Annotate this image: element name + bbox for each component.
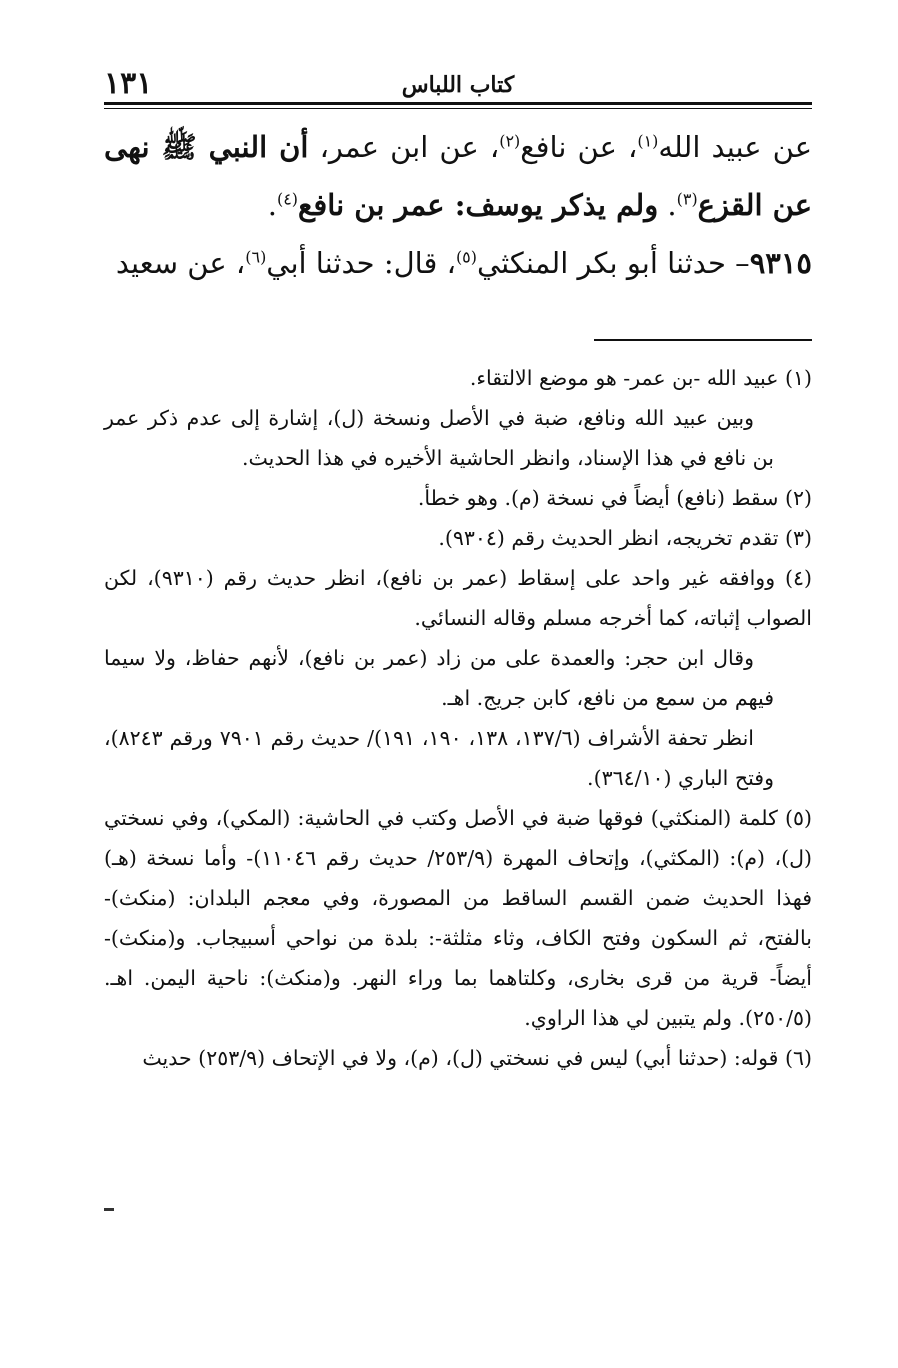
footnote-5: (٥) كلمة (المنكثي) فوقها ضبة في الأصل وكتب في الحاشية: (المكي)، وفي نسختي (ل)، (م): (المكثي)، وإتحاف المهرة (٢٥٣/٩/ حديث رقم ١١٠٤٦)- وأما نسخة (هـ) فهذا الحديث ضمن القسم الساقط من المصورة، وفي معجم البلدان: (منكث)- بالفتح، ثم السكون وفتح الكاف، وثاء مثلثة-: بلدة من نواحي أسبيجاب. و(منكث)- أيضاً- قرية من قرى بخارى، وكلتاهما بما وراء النهر. و(منكث): ناحية اليمن. اهـ. (٢٥٠/٥). ولم يتبين لي هذا الراوي. xyxy=(104,806,812,1030)
continuation-mark xyxy=(104,1208,114,1211)
page-number: ١٣١ xyxy=(104,66,153,101)
footnote-1-paragraph-2: وبين عبيد الله ونافع، ضبة في الأصل ونسخة (ل)، إشارة إلى عدم ذكر عمر بن نافع في هذا الإسناد، وانظر الحاشية الأخيره في هذا الحديث. xyxy=(104,406,774,470)
main-paragraph-2: ٩٣١٥– حدثنا أبو بكر المنكثي$^{(٥)}$، قال: حدثنا أبي$^{(٦)}$، عن سعيد xyxy=(115,246,812,280)
footnote-ref-1[interactable]: (١) xyxy=(637,131,659,151)
footnote-ref-5[interactable]: (٥) xyxy=(455,247,477,267)
running-title: كتاب اللباس xyxy=(401,72,515,98)
footnote-4: (٤) ووافقه غير واحد على إسقاط (عمر بن نافع)، انظر حديث رقم (٩٣١٠)، لكن الصواب إثباته، كما أخرجه مسلم وقاله النسائي. xyxy=(104,566,812,630)
hadith-number: ٩٣١٥ xyxy=(749,246,812,280)
header-rule-thin xyxy=(104,108,812,109)
footnote-3: (٣) تقدم تخريجه، انظر الحديث رقم (٩٣٠٤). xyxy=(438,526,812,550)
footnote-ref-4[interactable]: (٤) xyxy=(276,189,298,209)
hadith-note: ولم يذكر يوسف: عمر بن نافع xyxy=(297,188,659,222)
page-header xyxy=(104,66,812,102)
footnotes-separator xyxy=(594,339,812,341)
footnote-ref-3[interactable]: (٣) xyxy=(676,189,698,209)
footnote-1: (١) عبيد الله -بن عمر- هو موضع الالتقاء. xyxy=(469,366,812,390)
footnote-4-paragraph-3: انظر تحفة الأشراف (١٣٧/٦، ١٣٨، ١٩٠، ١٩١)/ حديث رقم ٧٩٠١ ورقم ٨٢٤٣)، وفتح الباري (٣٦٤/١٠). xyxy=(104,726,774,790)
main-text xyxy=(104,118,812,292)
hadith-matn: أن النبي ﷺ نهى عن القزع xyxy=(104,130,812,222)
footnote-4-paragraph-2: وقال ابن حجر: والعمدة على من زاد (عمر بن نافع)، لأنهم حفاظ، ولا سيما فيهم من سمع من نافع، كابن جريج. اهـ. xyxy=(104,646,774,710)
footnote-2: (٢) سقط (نافع) أيضاً في نسخة (م). وهو خطأ. xyxy=(417,486,812,510)
footnote-6: (٦) قوله: (حدثنا أبي) ليس في نسختي (ل)، (م)، ولا في الإتحاف (٢٥٣/٩) حديث xyxy=(142,1046,812,1070)
footnote-ref-2[interactable]: (٢) xyxy=(499,131,521,151)
footnote-ref-6[interactable]: (٦) xyxy=(245,247,267,267)
footnotes xyxy=(104,358,812,1078)
header-rule xyxy=(104,102,812,105)
main-paragraph-1: عن عبيد الله$^{(١)}$، عن نافع$^{(٢)}$، عن ابن عمر، أن النبي ﷺ نهى عن القزع$^{(٣)}$. ولم يذكر يوسف: عمر بن نافع$^{(٤)}$. xyxy=(104,130,813,222)
